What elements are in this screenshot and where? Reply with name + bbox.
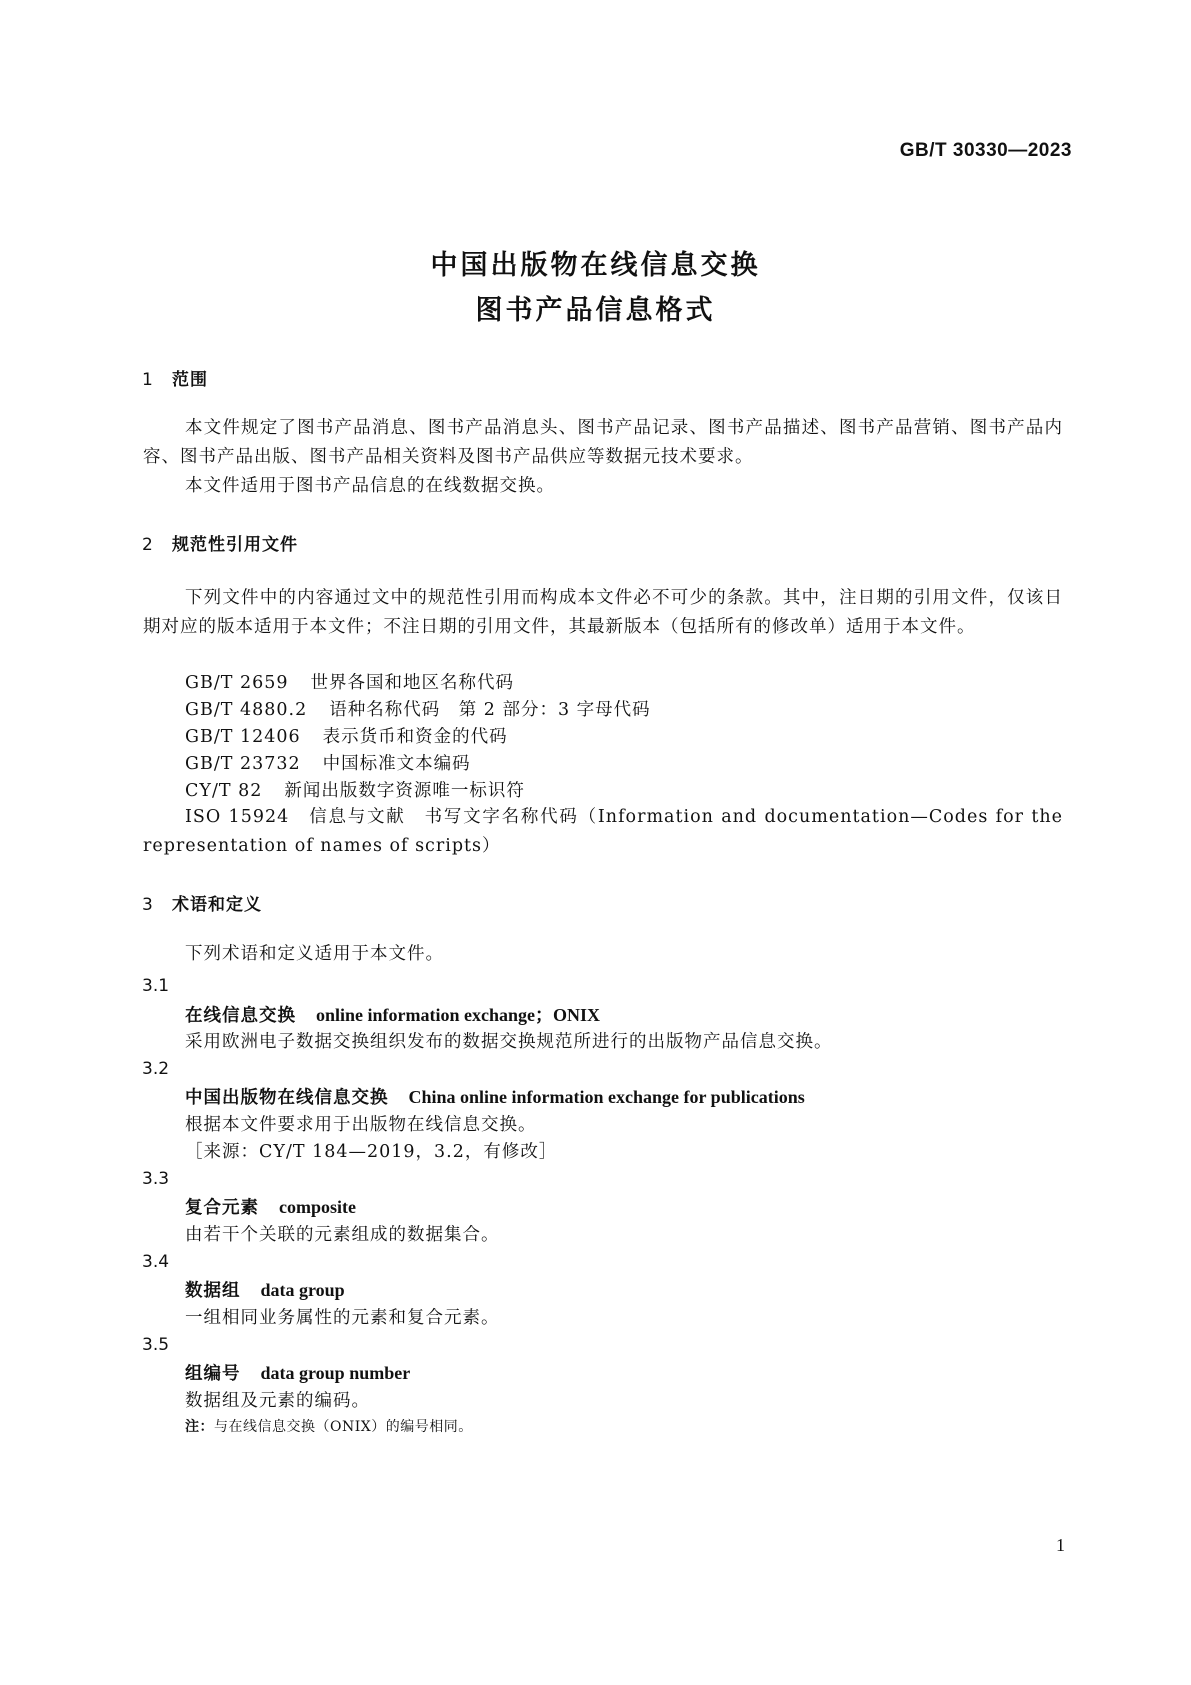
reference-title: 新闻出版数字资源唯一标识符 xyxy=(284,781,525,801)
term-number: 3.2 xyxy=(142,1059,170,1079)
reference-title: 世界各国和地区名称代码 xyxy=(310,673,515,693)
term-zh: 在线信息交换 xyxy=(185,1006,296,1026)
term-number: 3.3 xyxy=(142,1169,170,1189)
term-definition: 数据组及元素的编码。 xyxy=(185,1391,370,1411)
term-zh: 复合元素 xyxy=(185,1198,259,1218)
term-number: 3.4 xyxy=(142,1252,170,1272)
term-definition: 根据本文件要求用于出版物在线信息交换。 xyxy=(185,1115,537,1135)
term-definition: 采用欧洲电子数据交换组织发布的数据交换规范所进行的出版物产品信息交换。 xyxy=(185,1032,833,1052)
term-heading xyxy=(185,1360,410,1385)
normative-intro: 下列文件中的内容通过文中的规范性引用而构成本文件必不可少的条款。其中，注日期的引用文件，仅该日期对应的版本适用于本文件；不注日期的引用文件，其最新版本（包括所有的修改单）适用于本文件。 xyxy=(143,588,1063,637)
term-en: composite xyxy=(279,1197,356,1217)
reference-item xyxy=(185,777,525,802)
reference-code: GB/T 23732 xyxy=(185,754,301,774)
section-number: 3 xyxy=(142,895,154,915)
reference-title: 语种名称代码 第 2 部分：3 字母代码 xyxy=(329,700,651,720)
reference-title: 中国标准文本编码 xyxy=(322,754,471,774)
scope-paragraph-2: 本文件适用于图书产品信息的在线数据交换。 xyxy=(185,476,555,496)
term-zh: 组编号 xyxy=(185,1364,241,1384)
term-note xyxy=(185,1416,473,1436)
section-2-heading xyxy=(142,530,298,555)
term-en: data group number xyxy=(260,1363,411,1383)
term-en: China online information exchange for publications xyxy=(408,1087,805,1107)
standard-code: GB/T 30330—2023 xyxy=(899,140,1072,161)
section-number: 1 xyxy=(142,370,154,390)
reference-item-iso: ISO 15924 信息与文献 书写文字名称代码（Information and documentation—Codes for the representation of names of scripts） xyxy=(143,807,1063,856)
term-source: ［来源：CY/T 184—2019，3.2，有修改］ xyxy=(185,1142,558,1162)
reference-item xyxy=(185,723,508,748)
document-title-line1: 中国出版物在线信息交换 xyxy=(430,250,761,281)
note-text: 与在线信息交换（ONIX）的编号相同。 xyxy=(214,1419,473,1435)
section-1-heading xyxy=(142,365,208,390)
term-definition: 由若干个关联的元素组成的数据集合。 xyxy=(185,1225,500,1245)
term-heading xyxy=(185,1001,600,1027)
document-title-line2: 图书产品信息格式 xyxy=(475,295,716,326)
term-heading xyxy=(185,1194,356,1219)
term-heading xyxy=(185,1277,345,1302)
term-en: online information exchange；ONIX xyxy=(316,1005,601,1025)
term-zh: 数据组 xyxy=(185,1281,241,1301)
reference-item xyxy=(185,750,471,775)
reference-code: CY/T 82 xyxy=(185,781,263,801)
section-title: 规范性引用文件 xyxy=(172,535,298,555)
term-number: 3.1 xyxy=(142,976,170,996)
section-3-heading xyxy=(142,890,262,915)
reference-code: GB/T 2659 xyxy=(185,673,289,693)
terms-intro: 下列术语和定义适用于本文件。 xyxy=(185,944,444,964)
term-zh: 中国出版物在线信息交换 xyxy=(185,1088,389,1108)
reference-item xyxy=(185,696,651,721)
term-number: 3.5 xyxy=(142,1335,170,1355)
scope-paragraph-1: 本文件规定了图书产品消息、图书产品消息头、图书产品记录、图书产品描述、图书产品营销、图书产品内容、图书产品出版、图书产品相关资料及图书产品供应等数据元技术要求。 xyxy=(143,418,1063,467)
reference-code: GB/T 12406 xyxy=(185,727,301,747)
section-number: 2 xyxy=(142,535,154,555)
reference-code: GB/T 4880.2 xyxy=(185,700,308,720)
reference-title: 表示货币和资金的代码 xyxy=(322,727,508,747)
page-number: 1 xyxy=(1056,1535,1065,1555)
note-label: 注： xyxy=(185,1419,214,1435)
section-title: 术语和定义 xyxy=(172,895,262,915)
term-definition: 一组相同业务属性的元素和复合元素。 xyxy=(185,1308,500,1328)
term-en: data group xyxy=(260,1280,345,1300)
term-heading xyxy=(185,1084,805,1109)
section-title: 范围 xyxy=(172,370,208,390)
reference-item xyxy=(185,669,514,694)
